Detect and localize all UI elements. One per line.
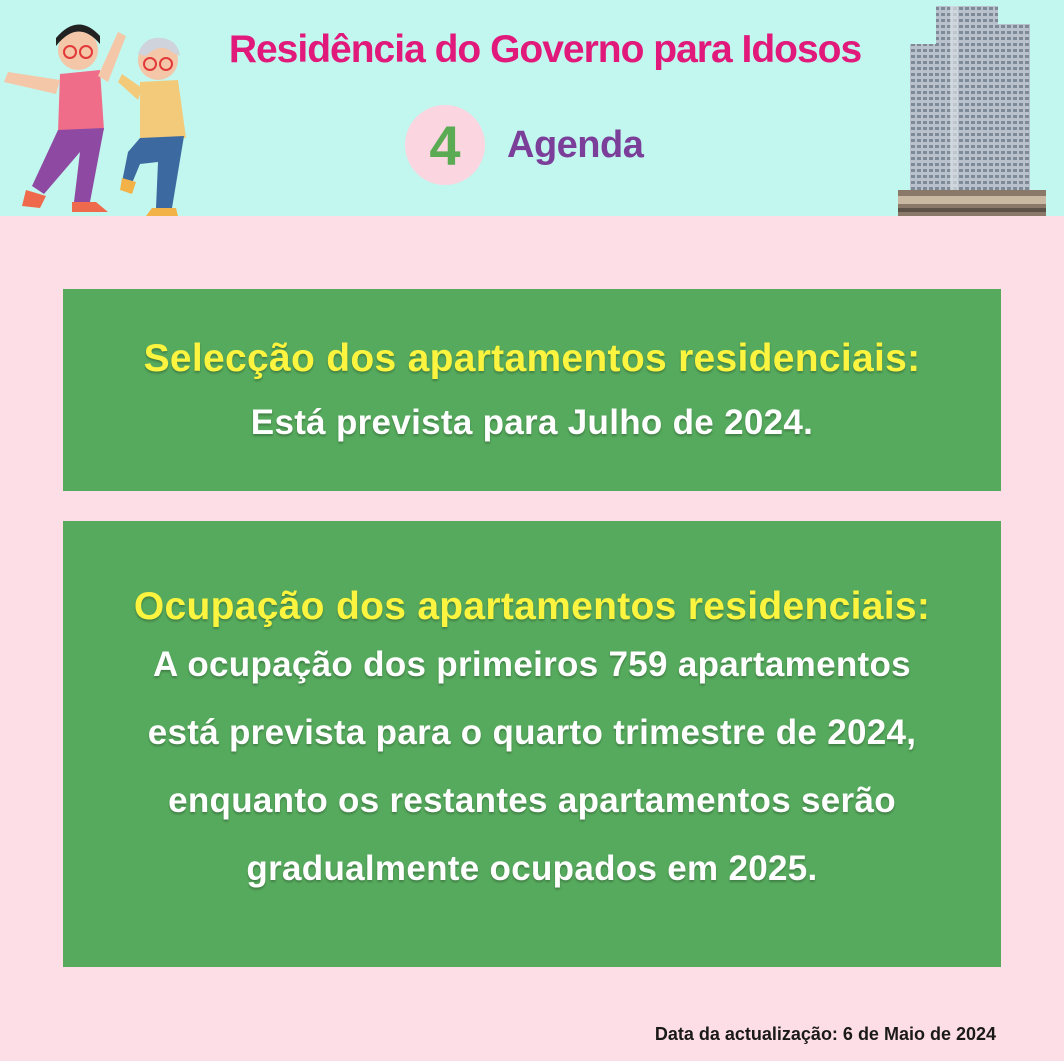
- occupation-text-line: gradualmente ocupados em 2025.: [246, 849, 818, 888]
- page-title: Residência do Governo para Idosos: [228, 28, 862, 71]
- header-banner: [0, 0, 1064, 216]
- section-label: Agenda: [507, 123, 644, 166]
- section-heading: [405, 105, 643, 185]
- occupation-card: [63, 521, 1001, 967]
- occupation-text-line: enquanto os restantes apartamentos serão: [168, 781, 896, 820]
- update-date: Data da actualização: 6 de Maio de 2024: [654, 1024, 996, 1044]
- selection-text: Está prevista para Julho de 2024.: [250, 403, 814, 442]
- occupation-heading: Ocupação dos apartamentos residenciais:: [133, 585, 931, 628]
- residential-tower-illustration: [892, 0, 1052, 216]
- section-number-badge: 4: [405, 105, 485, 185]
- occupation-text-line: está prevista para o quarto trimestre de 2024,: [147, 713, 917, 752]
- occupation-text-line: A ocupação dos primeiros 759 apartamentos: [153, 645, 911, 684]
- selection-heading: Selecção dos apartamentos residenciais:: [143, 337, 921, 380]
- selection-card: [63, 289, 1001, 491]
